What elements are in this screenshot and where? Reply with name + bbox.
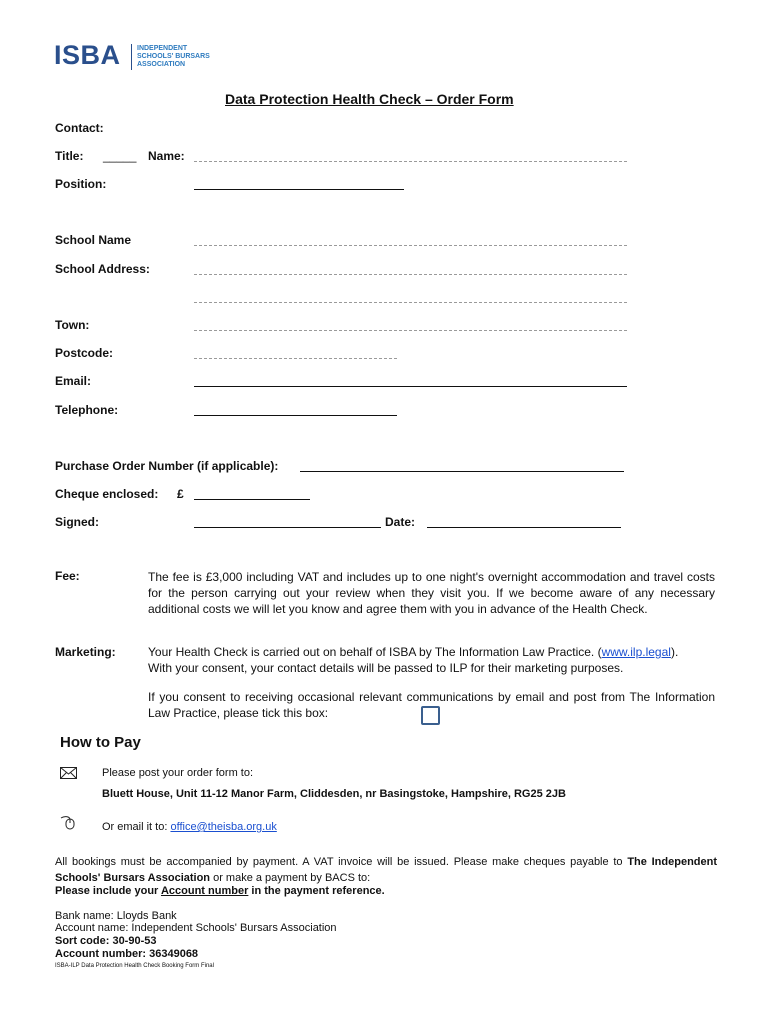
name-input[interactable] (196, 146, 626, 162)
school-name-label: School Name (55, 233, 132, 247)
reference-prefix: Please include your (55, 885, 161, 897)
title-input[interactable] (103, 147, 139, 163)
how-to-pay-heading: How to Pay (60, 734, 141, 751)
marketing-line-1 (148, 645, 678, 659)
title-label: Title: (55, 149, 84, 163)
payee-name: The Independent Schools' Bursars Association (55, 856, 718, 884)
post-instruction: Please post your order form to: (102, 767, 254, 779)
currency-symbol: £ (177, 487, 184, 501)
bookings-bacs: or make a payment by BACS to: (210, 872, 371, 884)
cheque-label: Cheque enclosed: (55, 487, 159, 501)
marketing-consent-line: With your consent, your contact details will be passed to ILP for their marketing purposes. (148, 661, 624, 675)
email-label: Email: (55, 374, 92, 388)
isba-logo (54, 40, 121, 71)
page-title: Data Protection Health Check – Order Form (225, 91, 514, 107)
fee-text: The fee is £3,000 including VAT and includes up to one night's overnight accommodation and travel costs for the person carrying out your review when they visit you. If we become aware of any necessary additional costs we will let you know and agree them with you in advance of the Health Check. (148, 570, 715, 616)
postcode-label: Postcode: (55, 346, 114, 360)
email-input[interactable] (196, 371, 626, 387)
marketing-label: Marketing: (55, 645, 116, 659)
logo-subtitle-line: INDEPENDENT (137, 45, 188, 52)
logo-subtitle (137, 45, 210, 69)
mouse-icon (60, 816, 76, 830)
bookings-text (55, 854, 717, 886)
logo-subtitle-line: SCHOOLS' BURSARS (137, 53, 210, 60)
logo-subtitle-line: ASSOCIATION (137, 61, 186, 68)
email-prefix: Or email it to: (102, 821, 171, 833)
ilp-website-link[interactable]: www.ilp.legal (601, 645, 671, 659)
name-label: Name: (148, 149, 185, 163)
position-input[interactable] (196, 174, 402, 190)
date-label: Date: (385, 515, 416, 529)
bank-name: Bank name: Lloyds Bank (55, 910, 177, 922)
po-label: Purchase Order Number (if applicable): (55, 459, 279, 473)
logo-divider (131, 44, 132, 70)
position-label: Position: (55, 177, 107, 191)
email-instruction (102, 821, 277, 833)
marketing-text: Your Health Check is carried out on behalf of ISBA by The Information Law Practice. ( (148, 645, 602, 659)
signed-label: Signed: (55, 515, 99, 529)
footer-text: ISBA-ILP Data Protection Health Check Booking Form Final (55, 963, 214, 969)
school-address-label: School Address: (55, 262, 150, 276)
town-input[interactable] (196, 315, 626, 331)
logo-name: ISBA (54, 40, 121, 70)
fee-label: Fee: (55, 569, 80, 583)
post-address: Bluett House, Unit 11-12 Manor Farm, Cliddesden, nr Basingstoke, Hampshire, RG25 2JB (102, 788, 566, 800)
title-blank: _____ (103, 149, 137, 163)
account-number: Account number: 36349068 (55, 948, 199, 960)
consent-checkbox[interactable] (421, 706, 440, 725)
school-address-input-1[interactable] (196, 259, 626, 275)
bookings-intro: All bookings must be accompanied by payment. A VAT invoice will be issued. Please make cheques payable to (55, 856, 628, 868)
payment-reference-note (55, 885, 385, 897)
account-name: Account name: Independent Schools' Bursars Association (55, 922, 337, 934)
telephone-input[interactable] (196, 400, 396, 416)
contact-label: Contact: (55, 121, 104, 135)
po-input[interactable] (302, 456, 622, 472)
sort-code: Sort code: 30-90-53 (55, 935, 157, 947)
cheque-input[interactable] (196, 484, 308, 500)
date-input[interactable] (429, 512, 619, 528)
marketing-tick-text: If you consent to receiving occasional relevant communications by email and post from The Information Law Practice, please tick this box: (148, 690, 715, 720)
school-address-input-2[interactable] (196, 287, 626, 303)
reference-account-number: Account number (160, 885, 249, 897)
reference-suffix: in the payment reference. (248, 885, 385, 897)
marketing-text-end: ). (670, 645, 679, 659)
school-name-input[interactable] (196, 230, 626, 246)
signed-input[interactable] (196, 512, 380, 528)
office-email-link[interactable]: office@theisba.org.uk (170, 821, 277, 833)
postcode-input[interactable] (196, 343, 396, 359)
town-label: Town: (55, 318, 90, 332)
envelope-icon (60, 767, 77, 779)
telephone-label: Telephone: (55, 403, 119, 417)
